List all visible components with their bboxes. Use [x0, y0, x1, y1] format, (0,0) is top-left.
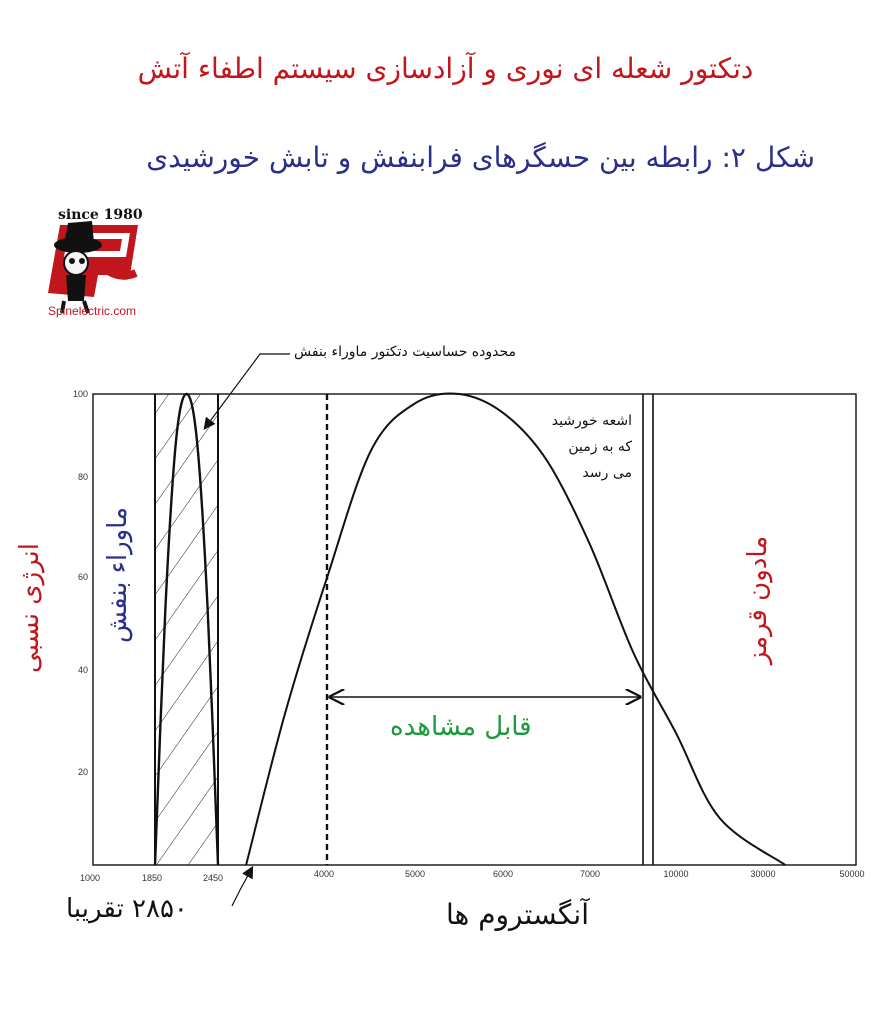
y-axis-label: انرژی نسبی	[15, 543, 45, 673]
y-tick-label: 40	[77, 665, 88, 675]
y-tick-label: 100	[72, 389, 88, 399]
sunlight-note	[520, 408, 632, 486]
x-tick-label: 4000	[313, 869, 335, 879]
x-axis-label: آنگستروم ها	[446, 898, 589, 931]
x-tick-label: 5000	[404, 869, 426, 879]
sunlight-note-line-2: که به زمین	[568, 439, 632, 455]
uv-region-label: ماوراء بنفش	[103, 506, 133, 644]
y-tick-label: 20	[77, 767, 88, 777]
y-tick-label: 60	[77, 572, 88, 582]
approx-point-label: ۲۸۵۰ تقریبا	[66, 894, 188, 924]
y-tick-label: 80	[77, 472, 88, 482]
x-tick-label: 7000	[579, 869, 601, 879]
x-tick-label: 30000	[750, 869, 776, 879]
figure-caption: شکل ۲: رابطه بین حسگرهای فرابنفش و تابش خورشیدی	[146, 141, 815, 174]
x-tick-label: 1000	[79, 873, 101, 883]
ir-region-label: مادون قرمز	[743, 535, 773, 665]
x-tick-label: 50000	[839, 869, 865, 879]
uv-sensor-range-label: محدوده حساسیت دتکتور ماوراء بنفش	[294, 344, 517, 360]
x-tick-label: 2450	[202, 873, 224, 883]
logo-year-text: since 1980	[58, 207, 143, 223]
x-tick-label: 6000	[492, 869, 514, 879]
sunlight-note-line-3: می رسد	[582, 465, 632, 481]
sunlight-note-line-1: اشعه خورشید	[551, 413, 632, 429]
x-tick-label: 1850	[141, 873, 163, 883]
logo-website-text: Spinelectric.com	[48, 304, 137, 318]
page-title: دتکتور شعله ای نوری و آزادسازی سیستم اطفاء آتش	[137, 52, 754, 85]
x-tick-label: 10000	[663, 869, 689, 879]
visible-range-label: قابل مشاهده	[390, 712, 532, 742]
approx-point-leader-line	[232, 868, 252, 906]
